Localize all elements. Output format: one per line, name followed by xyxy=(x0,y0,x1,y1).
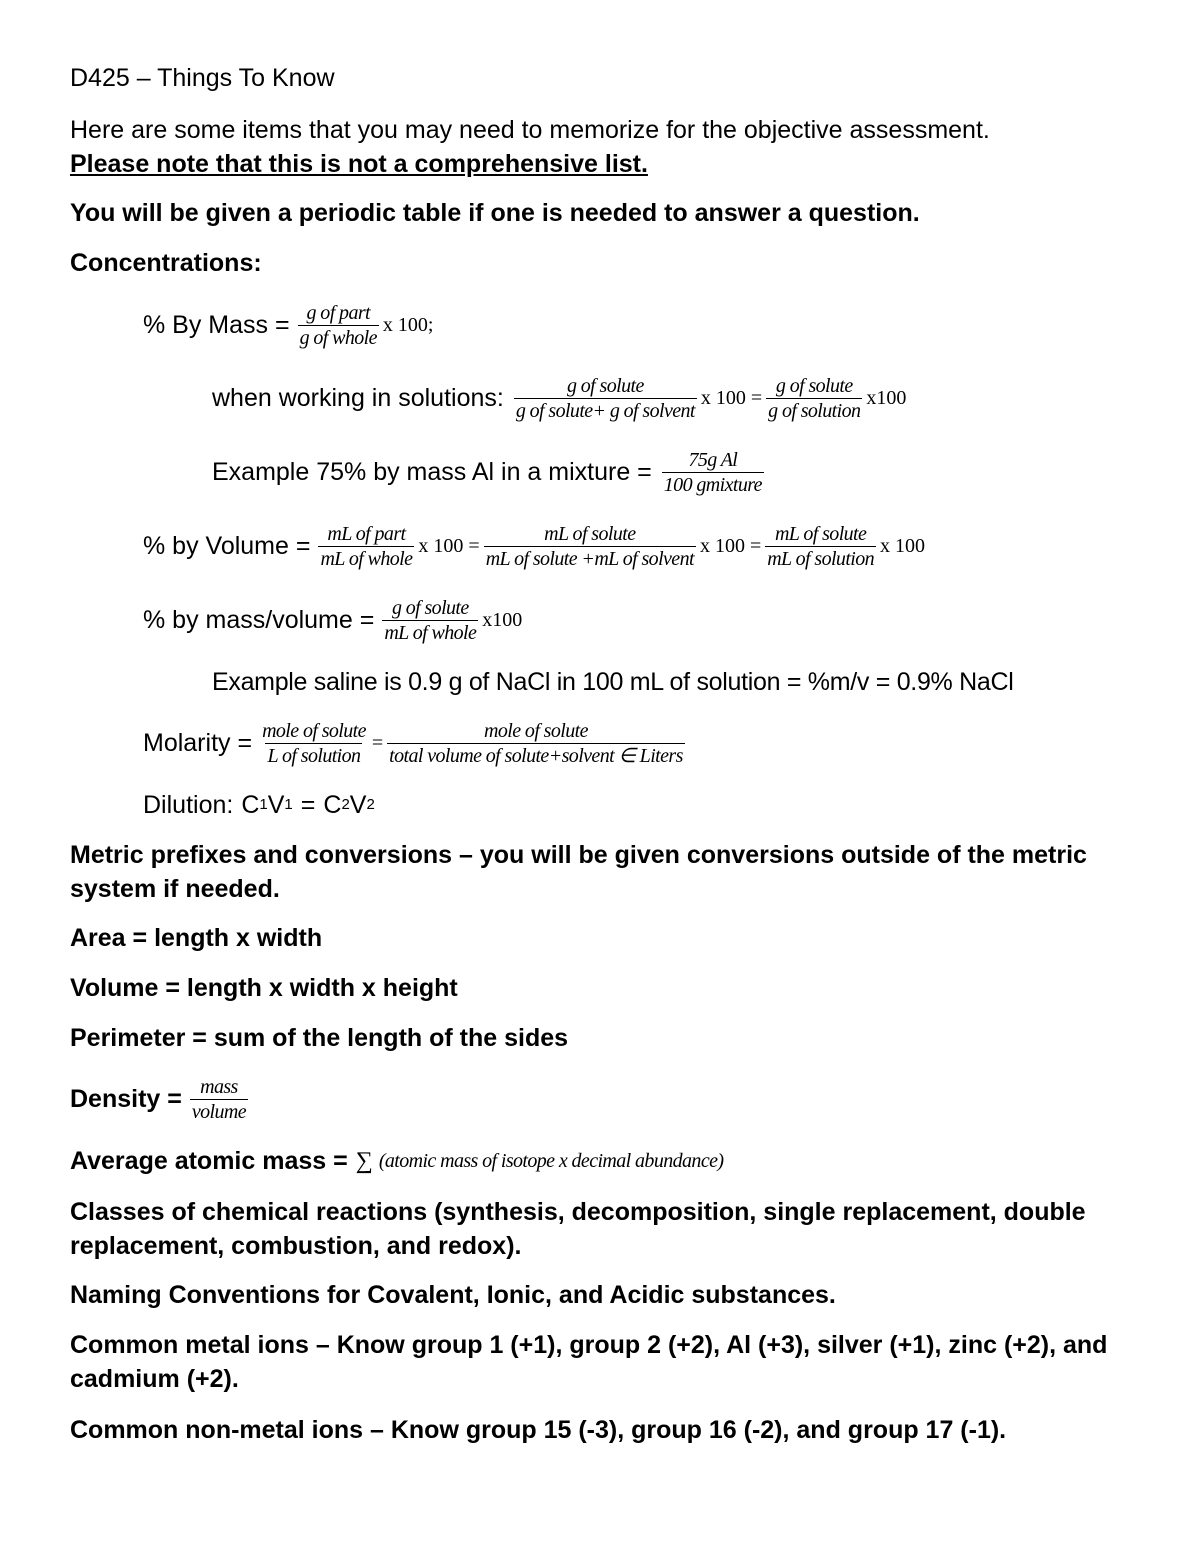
numerator: g of part xyxy=(306,301,370,324)
concentrations-heading: Concentrations: xyxy=(70,249,262,277)
formula-expression: (atomic mass of isotope x decimal abundance) xyxy=(378,1150,724,1172)
nonmetal-ions: Common non-metal ions – Know group 15 (-3), group 16 (-2), and group 17 (-1). xyxy=(70,1416,1007,1444)
fraction xyxy=(484,522,696,571)
density-formula xyxy=(70,1074,250,1124)
fraction xyxy=(387,719,685,768)
numerator: g of solute xyxy=(775,374,853,397)
denominator: 100 gmixture xyxy=(663,473,762,496)
formula-label: Density = xyxy=(70,1085,182,1113)
metal-ions: Common metal ions – Know group 1 (+1), group 2 (+2), Al (+3), silver (+1), zinc (+2), and cadmium (+2). xyxy=(70,1331,1108,1393)
formula-label: when working in solutions: xyxy=(212,384,504,412)
numerator: 75g Al xyxy=(688,448,738,471)
v-symbol: V xyxy=(267,791,285,819)
denominator: mL of whole xyxy=(320,547,413,570)
fraction xyxy=(190,1075,248,1124)
formula-label: % by mass/volume = xyxy=(143,606,375,634)
numerator: g of solute xyxy=(566,374,644,397)
multiplier: x100 xyxy=(866,387,907,409)
intro-text: Here are some items that you may need to memorize for the objective assessment. xyxy=(70,116,990,144)
multiplier: x100 xyxy=(482,609,523,631)
equals-sign: = xyxy=(371,732,384,754)
reaction-classes: Classes of chemical reactions (synthesis, decomposition, single replacement, double replacement, combustion, and redox). xyxy=(70,1198,1086,1260)
fraction xyxy=(765,522,876,571)
dilution-formula: Dilution: C 1 V 1 = C 2 V 2 xyxy=(143,791,375,819)
denominator: L of solution xyxy=(267,744,361,767)
metric-prefixes: Metric prefixes and conversions – you will be given conversions outside of the metric system if needed. xyxy=(70,841,1087,903)
fraction xyxy=(662,448,764,497)
fraction xyxy=(298,301,379,350)
denominator: mL of solute +mL of solvent xyxy=(485,547,694,570)
fraction xyxy=(514,374,697,423)
v-symbol: V xyxy=(349,791,367,819)
numerator: mole of solute xyxy=(262,719,366,742)
document-title: D425 – Things To Know xyxy=(70,64,335,92)
formula-label: % By Mass = xyxy=(143,311,290,339)
formula-label: Average atomic mass = xyxy=(70,1147,348,1175)
denominator: total volume of solute+solvent ∈ Liters xyxy=(389,744,683,767)
example-mass xyxy=(212,447,766,497)
denominator: mL of solution xyxy=(767,547,875,570)
perimeter-formula: Perimeter = sum of the length of the sides xyxy=(70,1024,569,1052)
fraction xyxy=(260,719,368,768)
multiplier: x 100; xyxy=(382,314,434,336)
by-mass-formula xyxy=(143,300,435,350)
volume-formula: Volume = length x width x height xyxy=(70,974,458,1002)
denominator: mL of whole xyxy=(384,621,477,644)
by-volume-formula xyxy=(143,521,927,571)
multiplier: x 100 xyxy=(880,535,926,557)
numerator: mL of part xyxy=(327,522,406,545)
denominator: g of solution xyxy=(768,399,861,422)
denominator: volume xyxy=(191,1100,247,1123)
fraction xyxy=(382,596,478,645)
denominator: g of whole xyxy=(299,326,377,349)
formula-label: Dilution: xyxy=(143,791,234,819)
periodic-table-note: You will be given a periodic table if one is needed to answer a question. xyxy=(70,199,920,227)
molarity-formula xyxy=(143,718,687,768)
multiplier: x 100 = xyxy=(700,387,763,409)
example-saline: Example saline is 0.9 g of NaCl in 100 mL of solution = %m/v = 0.9% NaCl xyxy=(212,668,1014,696)
numerator: mL of solute xyxy=(774,522,867,545)
formula-label: Molarity = xyxy=(143,729,253,757)
area-formula: Area = length x width xyxy=(70,924,323,952)
fraction xyxy=(318,522,414,571)
numerator: g of solute xyxy=(391,596,469,619)
numerator: mass xyxy=(200,1075,238,1098)
average-atomic-mass xyxy=(70,1146,727,1176)
formula-label: % by Volume = xyxy=(143,532,311,560)
denominator: g of solute+ g of solvent xyxy=(515,399,695,422)
mass-volume-formula xyxy=(143,595,524,645)
solutions-formula xyxy=(212,373,908,423)
equals-sign: = xyxy=(300,791,316,819)
naming-conventions: Naming Conventions for Covalent, Ionic, and Acidic substances. xyxy=(70,1281,836,1309)
sum-symbol: ∑ xyxy=(355,1148,373,1174)
multiplier: x 100 = xyxy=(418,535,480,557)
formula-label: Example 75% by mass Al in a mixture = xyxy=(212,458,652,486)
numerator: mL of solute xyxy=(544,522,636,545)
numerator: mole of solute xyxy=(484,719,588,742)
fraction xyxy=(766,374,862,423)
c-symbol: C xyxy=(241,791,260,819)
c-symbol: C xyxy=(323,791,342,819)
multiplier: x 100 = xyxy=(699,535,762,557)
disclaimer-note: Please note that this is not a comprehensive list. xyxy=(70,150,648,178)
